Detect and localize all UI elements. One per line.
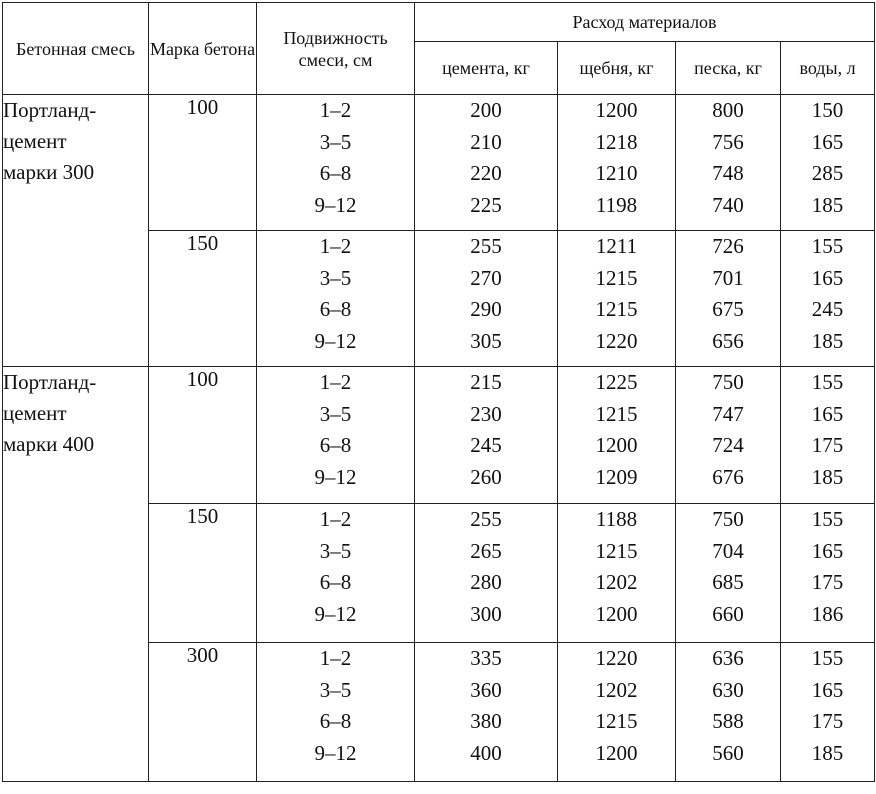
water-value: 155: [811, 507, 844, 531]
mobility-value: 1–2: [319, 507, 352, 531]
water-cell: [781, 231, 875, 367]
gravel-value: 1215: [595, 401, 638, 426]
cement-cell: [415, 367, 558, 504]
water-value: 165: [811, 538, 844, 563]
mobility-value: 3–5: [319, 401, 352, 426]
gravel-value: 1202: [595, 570, 638, 594]
header-grade: Марка бетона: [149, 3, 257, 95]
mobility-value: 6–8: [319, 297, 352, 321]
mobility-value: 1–2: [319, 370, 352, 394]
gravel-value: 1218: [595, 129, 638, 154]
cement-value: 260: [470, 464, 502, 489]
water-value: 185: [811, 192, 844, 217]
mobility-cell: [257, 95, 415, 231]
sand-cell: [676, 643, 781, 782]
mobility-value: 6–8: [319, 433, 352, 457]
grade-cell: 150: [149, 231, 257, 367]
sand-value: 660: [712, 601, 744, 626]
cement-value: 245: [470, 433, 502, 457]
mobility-value: 6–8: [319, 709, 352, 733]
sand-value: 800: [712, 98, 744, 122]
mixture-cell: Портланд- цемент марки 300: [3, 95, 149, 367]
cement-value: 305: [470, 328, 502, 353]
water-cell: [781, 367, 875, 504]
cement-cell: [415, 643, 558, 782]
gravel-value: 1220: [595, 328, 638, 353]
water-value: 185: [811, 464, 844, 489]
sand-value: 656: [712, 328, 744, 353]
table-row: [3, 95, 875, 231]
mobility-value: 3–5: [319, 265, 352, 290]
mobility-cell: [257, 367, 415, 504]
sand-value: 726: [712, 234, 744, 258]
cement-value: 400: [470, 740, 502, 765]
header-sand: песка, кг: [676, 42, 781, 95]
mobility-value: 1–2: [319, 234, 352, 258]
gravel-value: 1200: [595, 98, 638, 122]
sand-cell: [676, 367, 781, 504]
cement-value: 255: [470, 234, 502, 258]
sand-value: 560: [712, 740, 744, 765]
water-value: 175: [811, 570, 844, 594]
sand-value: 636: [712, 646, 744, 670]
gravel-cell: [558, 367, 676, 504]
sand-cell: [676, 231, 781, 367]
water-value: 155: [811, 646, 844, 670]
mobility-value: 3–5: [319, 677, 352, 702]
header-cement: цемента, кг: [415, 42, 558, 95]
cement-cell: [415, 95, 558, 231]
mobility-cell: [257, 231, 415, 367]
water-value: 175: [811, 433, 844, 457]
cement-value: 210: [470, 129, 502, 154]
sand-value: 740: [712, 192, 744, 217]
mobility-value: 1–2: [319, 646, 352, 670]
gravel-value: 1200: [595, 601, 638, 626]
gravel-value: 1200: [595, 433, 638, 457]
mobility-value: 6–8: [319, 570, 352, 594]
mobility-value: 9–12: [314, 740, 357, 765]
cement-value: 270: [470, 265, 502, 290]
mobility-value: 6–8: [319, 161, 352, 185]
water-value: 185: [811, 740, 844, 765]
gravel-cell: [558, 231, 676, 367]
gravel-value: 1211: [595, 234, 638, 258]
cement-value: 360: [470, 677, 502, 702]
water-cell: [781, 95, 875, 231]
mixture-cell: Портланд- цемент марки 400: [3, 367, 149, 782]
cement-value: 380: [470, 709, 502, 733]
water-value: 185: [811, 328, 844, 353]
header-water: воды, л: [781, 42, 875, 95]
sand-value: 704: [712, 538, 744, 563]
water-value: 175: [811, 709, 844, 733]
sand-value: 750: [712, 507, 744, 531]
water-value: 165: [811, 677, 844, 702]
cement-value: 230: [470, 401, 502, 426]
sand-value: 630: [712, 677, 744, 702]
mobility-value: 3–5: [319, 538, 352, 563]
header-consumption: Расход материалов: [415, 3, 875, 42]
water-value: 155: [811, 370, 844, 394]
sand-cell: [676, 95, 781, 231]
water-value: 150: [811, 98, 844, 122]
sand-value: 750: [712, 370, 744, 394]
gravel-value: 1188: [595, 507, 638, 531]
water-value: 165: [811, 265, 844, 290]
cement-value: 265: [470, 538, 502, 563]
sand-value: 724: [712, 433, 744, 457]
cement-value: 200: [470, 98, 502, 122]
sand-value: 675: [712, 297, 744, 321]
table-header: [3, 3, 875, 95]
mobility-value: 9–12: [314, 601, 357, 626]
table-row: [3, 367, 875, 504]
header-mixture: Бетонная смесь: [3, 3, 149, 95]
gravel-value: 1209: [595, 464, 638, 489]
sand-value: 701: [712, 265, 744, 290]
gravel-value: 1220: [595, 646, 638, 670]
gravel-value: 1198: [595, 192, 638, 217]
water-value: 165: [811, 401, 844, 426]
sand-value: 756: [712, 129, 744, 154]
cement-cell: [415, 504, 558, 643]
mobility-value: 1–2: [319, 98, 352, 122]
mobility-value: 9–12: [314, 464, 357, 489]
sand-value: 676: [712, 464, 744, 489]
water-value: 186: [811, 601, 844, 626]
cement-value: 255: [470, 507, 502, 531]
mobility-value: 3–5: [319, 129, 352, 154]
water-cell: [781, 504, 875, 643]
water-value: 245: [811, 297, 844, 321]
gravel-value: 1215: [595, 297, 638, 321]
gravel-cell: [558, 95, 676, 231]
gravel-value: 1215: [595, 538, 638, 563]
cement-value: 280: [470, 570, 502, 594]
grade-cell: 300: [149, 643, 257, 782]
grade-cell: 100: [149, 95, 257, 231]
mobility-cell: [257, 643, 415, 782]
cement-value: 215: [470, 370, 502, 394]
sand-value: 588: [712, 709, 744, 733]
gravel-value: 1202: [595, 677, 638, 702]
header-gravel: щебня, кг: [558, 42, 676, 95]
water-value: 155: [811, 234, 844, 258]
cement-value: 220: [470, 161, 502, 185]
water-cell: [781, 643, 875, 782]
gravel-value: 1215: [595, 709, 638, 733]
gravel-cell: [558, 504, 676, 643]
concrete-mix-table: [2, 2, 875, 782]
mobility-value: 9–12: [314, 192, 357, 217]
grade-cell: 150: [149, 504, 257, 643]
sand-value: 685: [712, 570, 744, 594]
gravel-cell: [558, 643, 676, 782]
sand-value: 747: [712, 401, 744, 426]
header-mobility: Подвижность смеси, см: [257, 3, 415, 95]
mobility-value: 9–12: [314, 328, 357, 353]
sand-value: 748: [712, 161, 744, 185]
cement-value: 225: [470, 192, 502, 217]
table-body: [3, 95, 875, 782]
gravel-value: 1210: [595, 161, 638, 185]
grade-cell: 100: [149, 367, 257, 504]
mobility-cell: [257, 504, 415, 643]
water-value: 285: [811, 161, 844, 185]
cement-value: 290: [470, 297, 502, 321]
cement-value: 335: [470, 646, 502, 670]
cement-value: 300: [470, 601, 502, 626]
gravel-value: 1225: [595, 370, 638, 394]
sand-cell: [676, 504, 781, 643]
gravel-value: 1200: [595, 740, 638, 765]
gravel-value: 1215: [595, 265, 638, 290]
cement-cell: [415, 231, 558, 367]
water-value: 165: [811, 129, 844, 154]
